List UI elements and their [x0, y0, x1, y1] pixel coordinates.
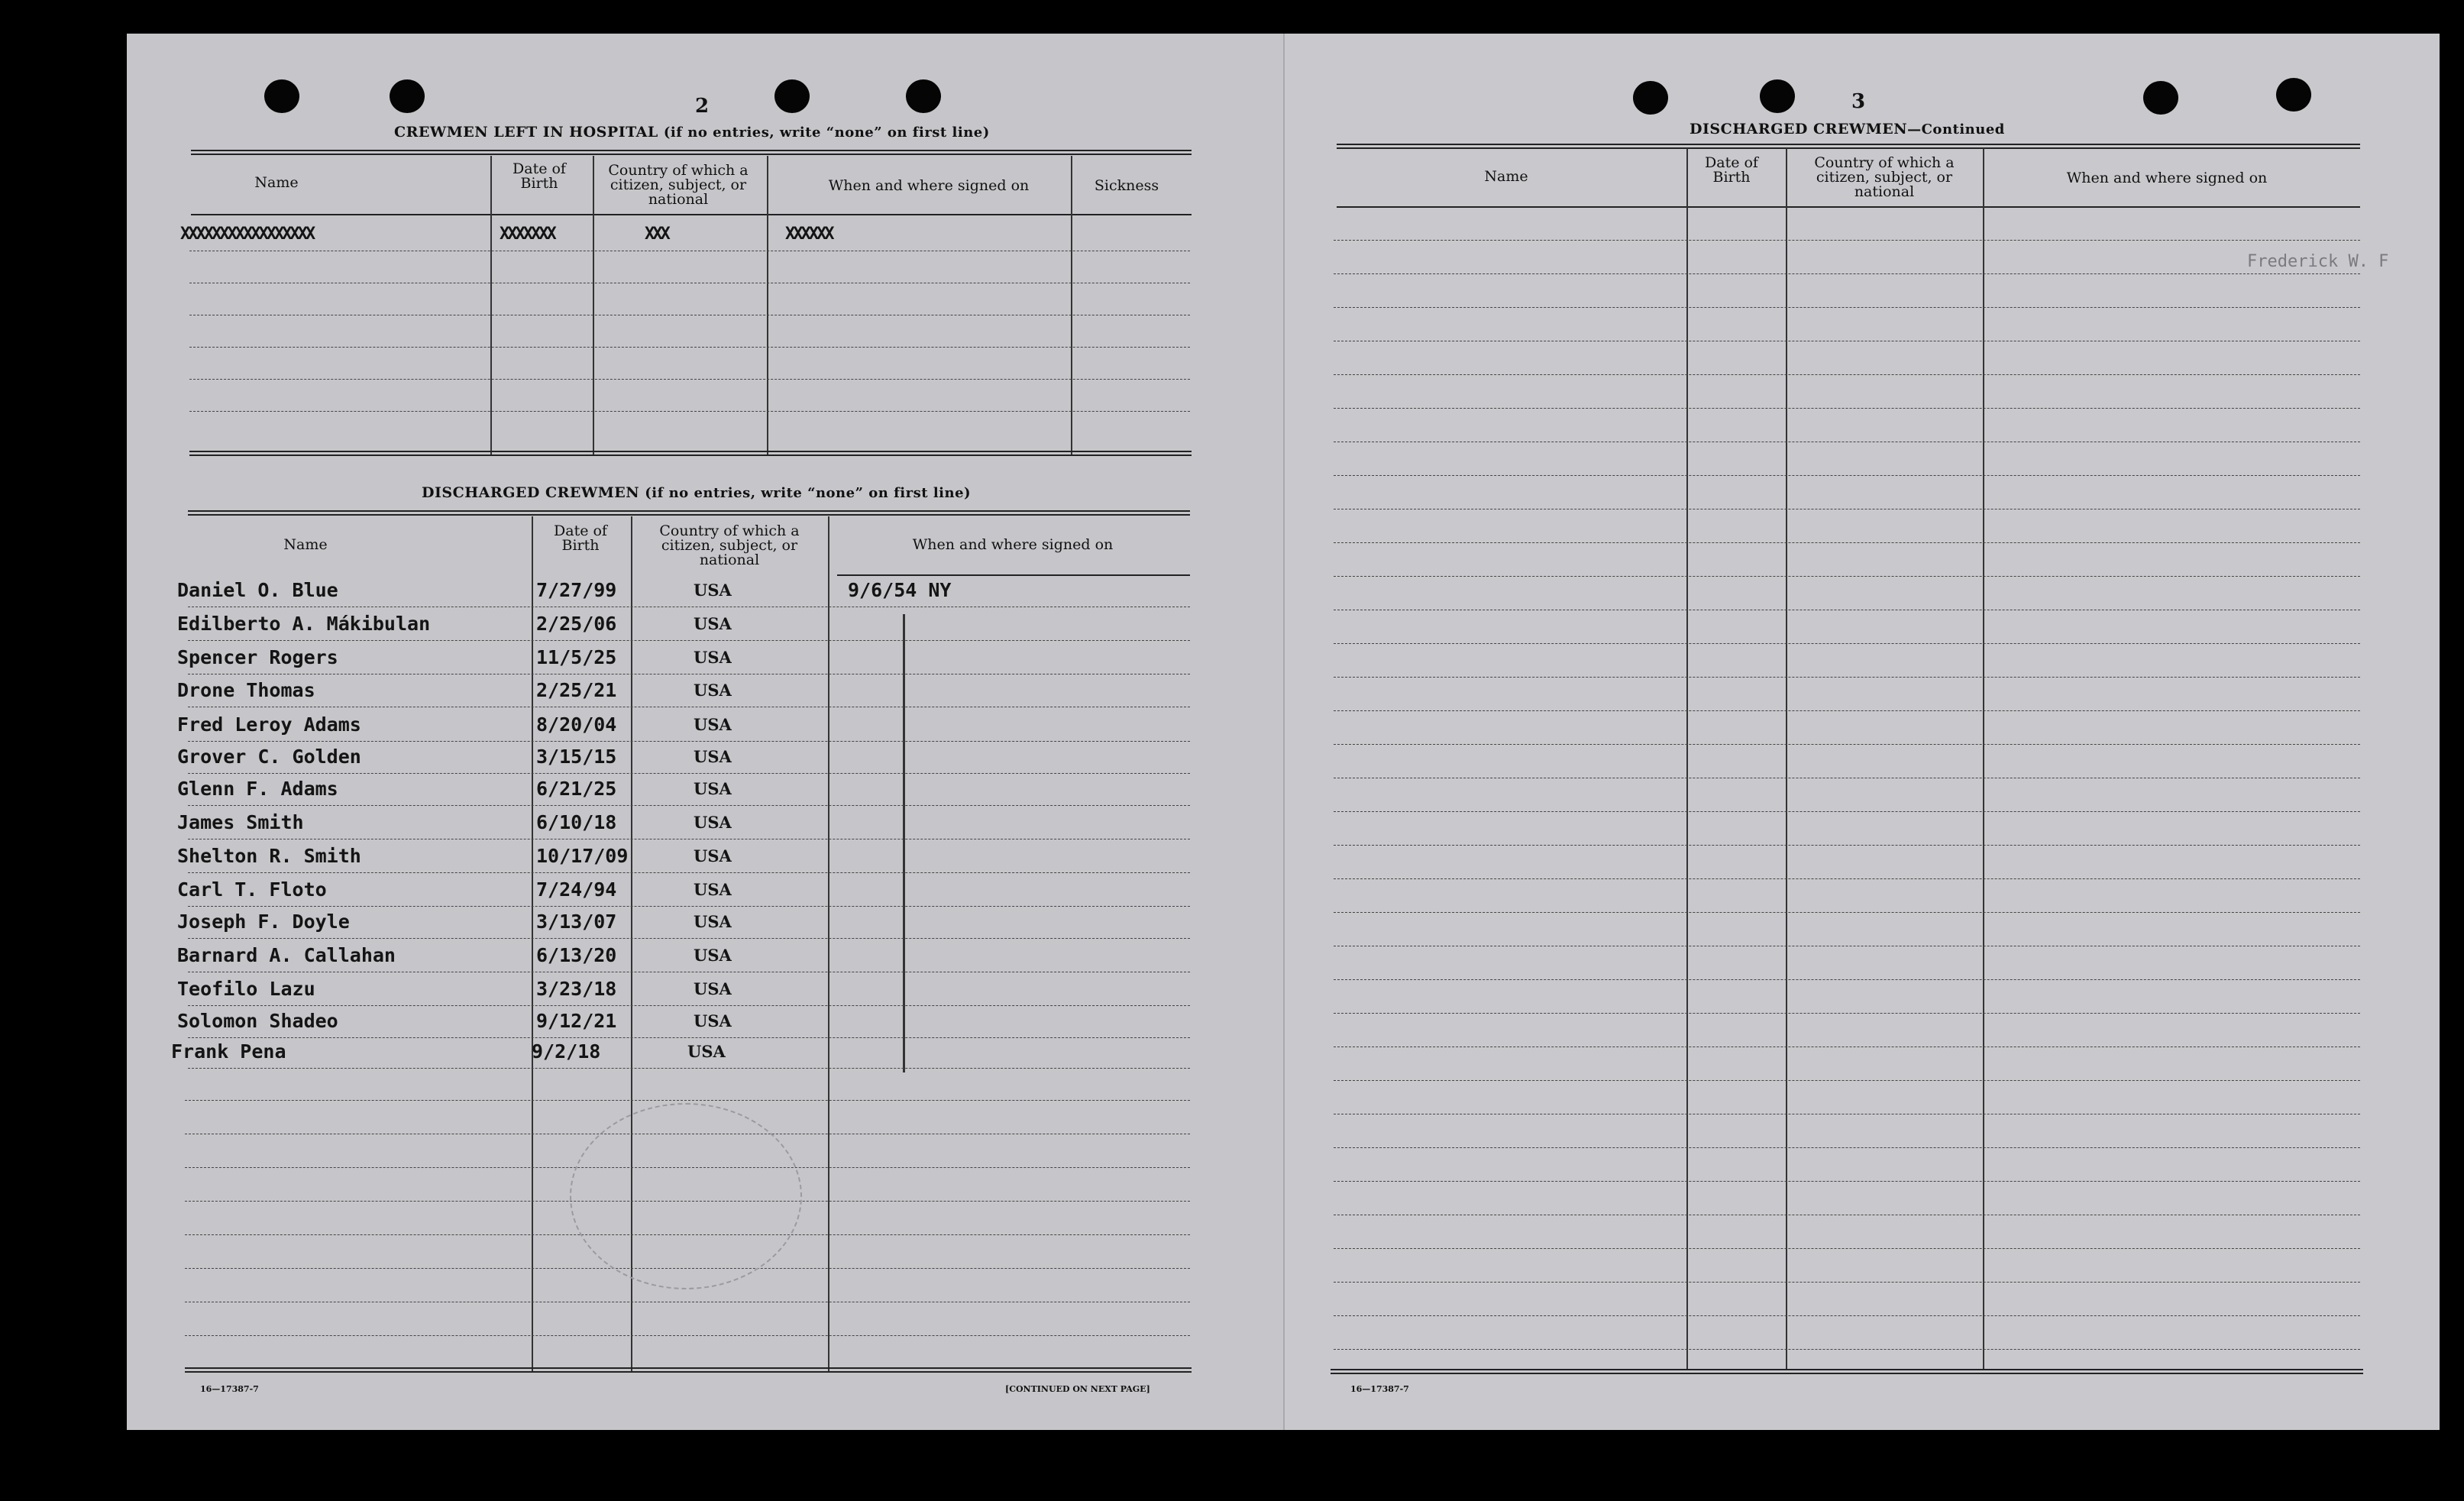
col-header-name: Name: [283, 536, 328, 553]
row-rule: [1334, 1349, 2360, 1350]
struck-when: XXXXXX: [785, 225, 833, 244]
punch-hole: [1633, 81, 1668, 115]
crewman-country: USA: [694, 979, 732, 998]
right-title: DISCHARGED CREWMEN: [1690, 121, 1908, 137]
crewman-dob: 3/23/18: [536, 978, 617, 1000]
row-rule: [1334, 677, 2360, 678]
col-header-name: Name: [254, 174, 299, 191]
struck-country: XXX: [645, 225, 668, 244]
row-rule: [1334, 1080, 2360, 1081]
row-rule: [1334, 878, 2360, 879]
row-rule: [185, 1100, 1190, 1101]
table-top-rule: [1337, 144, 2360, 149]
row-rule: [185, 1335, 1190, 1336]
crewman-country: USA: [694, 614, 732, 633]
row-rule: [1334, 1046, 2360, 1047]
crewman-country: USA: [694, 880, 732, 899]
crewman-name: Drone Thomas: [177, 679, 315, 701]
crewman-country: USA: [694, 1011, 732, 1030]
row-rule: [189, 347, 1190, 348]
crewman-dob: 3/13/07: [536, 911, 617, 933]
row-rule: [1334, 1013, 2360, 1014]
crewman-name: Solomon Shadeo: [177, 1010, 338, 1032]
punch-hole: [264, 79, 299, 113]
col-divider: [1786, 148, 1787, 1370]
crewman-dob: 2/25/06: [536, 613, 617, 635]
header-rule: [191, 214, 1192, 215]
faded-stamp: [570, 1103, 802, 1289]
row-rule: [188, 938, 1190, 939]
crewman-name: Shelton R. Smith: [177, 845, 361, 867]
row-rule: [188, 773, 1190, 774]
bleed-through-text: Frederick W. F: [2247, 252, 2389, 271]
col-header-dob: Date of Birth: [1705, 154, 1758, 186]
row-rule: [1334, 1181, 2360, 1182]
crewman-dob: 6/10/18: [536, 811, 617, 833]
table-bottom-rule: [1331, 1369, 2363, 1374]
row-rule: [188, 1068, 1190, 1069]
col-header-country: Country of which a citizen, subject, or national: [659, 522, 800, 568]
hospital-title: CREWMEN LEFT IN HOSPITAL: [394, 124, 658, 141]
header-rule: [1337, 206, 2360, 208]
col-divider: [828, 516, 829, 1372]
row-rule: [1334, 912, 2360, 913]
crewman-country: USA: [694, 648, 732, 667]
struck-name: XXXXXXXXXXXXXXXXX: [180, 225, 314, 244]
crewman-dob: 7/27/99: [536, 579, 617, 601]
crewman-dob: 6/13/20: [536, 944, 617, 966]
row-rule: [1334, 1282, 2360, 1283]
col-header-sickness: Sickness: [1094, 177, 1159, 194]
crewman-country: USA: [694, 681, 732, 700]
crewman-dob: 9/2/18: [532, 1040, 601, 1063]
hospital-section-title: [394, 124, 990, 141]
row-rule: [1334, 643, 2360, 644]
row-rule: [1334, 374, 2360, 375]
row-rule: [188, 741, 1190, 742]
table-top-rule: [188, 510, 1190, 516]
row-rule: [1334, 273, 2360, 274]
crewman-dob: 11/5/25: [536, 646, 617, 668]
crewman-dob: 3/15/15: [536, 746, 617, 768]
crewman-dob: 10/17/09: [536, 845, 629, 867]
row-rule: [1334, 542, 2360, 543]
row-rule: [188, 640, 1190, 641]
table-top-rule: [191, 150, 1192, 155]
row-rule: [1334, 1315, 2360, 1316]
col-header-dob: Date of Birth: [554, 522, 607, 554]
table-bottom-rule: [185, 1367, 1192, 1373]
row-rule: [1334, 744, 2360, 745]
col-header-dob: Date of Birth: [513, 160, 566, 192]
crewman-country: USA: [694, 715, 732, 734]
row-rule: [1334, 576, 2360, 577]
crewman-name: James Smith: [177, 811, 304, 833]
right-page: [1285, 34, 2440, 1430]
crewman-country: USA: [694, 846, 732, 865]
left-page: [127, 34, 1288, 1430]
crewman-dob: 7/24/94: [536, 878, 617, 901]
crewman-country: USA: [687, 1042, 726, 1061]
row-rule: [188, 906, 1190, 907]
crewman-country: USA: [694, 912, 732, 931]
crewman-country: USA: [694, 747, 732, 766]
header-rule: [837, 574, 1190, 576]
row-rule: [1334, 845, 2360, 846]
signed-on-ditto-line: [903, 614, 905, 1072]
col-divider: [532, 516, 533, 1372]
hospital-subtitle: (if no entries, write “none” on first line): [663, 125, 990, 141]
signed-on-value: 9/6/54 NY: [848, 579, 952, 601]
crewman-dob: 2/25/21: [536, 679, 617, 701]
row-rule: [189, 379, 1190, 380]
row-rule: [1334, 1248, 2360, 1249]
row-rule: [1334, 811, 2360, 812]
row-rule: [1334, 240, 2360, 241]
crewman-name: Barnard A. Callahan: [177, 944, 396, 966]
crewman-name: Spencer Rogers: [177, 646, 338, 668]
crewman-country: USA: [694, 779, 732, 798]
crewman-name: Fred Leroy Adams: [177, 713, 361, 736]
crewman-country: USA: [694, 946, 732, 965]
discharged-subtitle: (if no entries, write “none” on first line): [645, 485, 972, 501]
crewman-name: Glenn F. Adams: [177, 778, 338, 800]
crewman-dob: 9/12/21: [536, 1010, 617, 1032]
punch-hole: [906, 79, 941, 113]
crewman-dob: 8/20/04: [536, 713, 617, 736]
row-rule: [1334, 475, 2360, 476]
crewman-name: Frank Pena: [171, 1040, 286, 1063]
row-rule: [189, 411, 1190, 412]
form-number: 16—17387-7: [1350, 1384, 1409, 1394]
col-header-when-where: When and where signed on: [2066, 170, 2268, 186]
col-header-name: Name: [1484, 168, 1528, 185]
punch-hole: [1760, 79, 1795, 113]
crewman-dob: 6/21/25: [536, 778, 617, 800]
struck-dob: XXXXXXX: [500, 225, 555, 244]
form-number: 16—17387-7: [200, 1384, 259, 1394]
right-title-suffix: —Continued: [1907, 121, 2005, 137]
row-rule: [188, 1005, 1190, 1006]
row-rule: [1334, 1147, 2360, 1148]
page-number: 3: [1851, 90, 1866, 113]
punch-hole: [2143, 81, 2178, 115]
row-rule: [1334, 307, 2360, 308]
col-header-when-where: When and where signed on: [828, 177, 1030, 194]
col-header-country: Country of which a citizen, subject, or national: [1814, 154, 1955, 200]
row-rule: [1334, 979, 2360, 980]
table-bottom-rule: [189, 451, 1192, 456]
crewman-country: USA: [694, 581, 732, 600]
crewman-name: Daniel O. Blue: [177, 579, 338, 601]
col-divider: [1983, 148, 1984, 1370]
right-section-title: [1690, 121, 2005, 137]
crewman-name: Teofilo Lazu: [177, 978, 315, 1000]
row-rule: [188, 872, 1190, 873]
page-number: 2: [695, 95, 710, 118]
col-header-when-where: When and where signed on: [912, 536, 1114, 553]
punch-hole: [774, 79, 810, 113]
punch-hole: [2276, 78, 2311, 112]
row-rule: [1334, 408, 2360, 409]
row-rule: [188, 805, 1190, 806]
continued-note: [CONTINUED ON NEXT PAGE]: [1005, 1384, 1150, 1394]
col-divider: [1686, 148, 1688, 1370]
discharged-title: DISCHARGED CREWMEN: [422, 484, 640, 501]
crewman-name: Carl T. Floto: [177, 878, 327, 901]
row-rule: [1334, 710, 2360, 711]
col-header-country: Country of which a citizen, subject, or national: [608, 162, 749, 208]
crewman-name: Grover C. Golden: [177, 746, 361, 768]
crewman-name: Joseph F. Doyle: [177, 911, 350, 933]
crewman-country: USA: [694, 813, 732, 832]
row-rule: [188, 1037, 1190, 1038]
crewman-name: Edilberto A. Mákibulan: [177, 613, 431, 635]
discharged-section-title: [422, 484, 971, 501]
punch-hole: [390, 79, 425, 113]
